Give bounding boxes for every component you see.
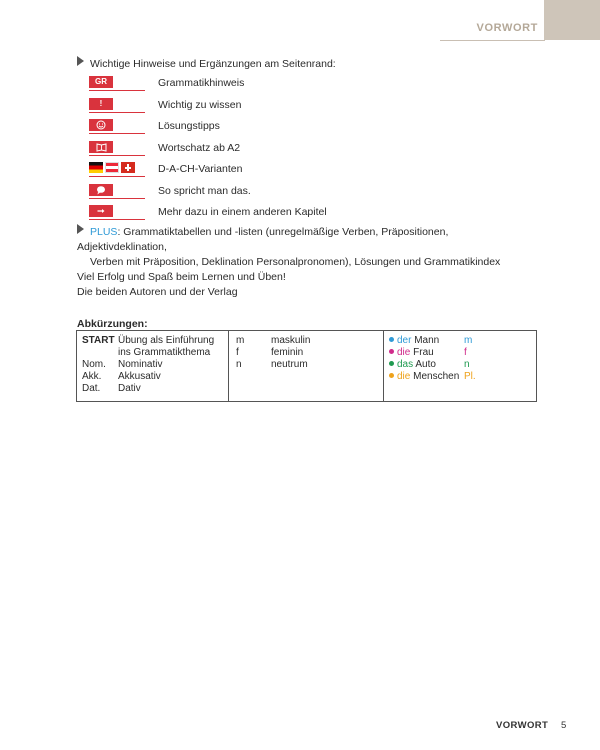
legend-label: Wortschatz ab A2	[158, 141, 241, 154]
legend-label: Wichtig zu wissen	[158, 98, 242, 111]
exclamation-badge-icon: !	[89, 98, 145, 113]
table-row: die Menschen Pl.	[383, 371, 536, 383]
table-row: Nom. Nominativ	[82, 359, 163, 370]
color-dot-icon	[389, 349, 394, 354]
table-row: der Mann m	[383, 335, 536, 347]
intro-line: Wichtige Hinweise und Ergänzungen am Seitenrand:	[77, 56, 336, 70]
color-dot-icon	[389, 361, 394, 366]
plus-keyword: PLUS	[90, 226, 118, 238]
legend-label: D-A-CH-Varianten	[158, 163, 243, 175]
legend-label: Grammatikhinweis	[158, 77, 245, 89]
legend-label: Lösungstipps	[158, 120, 220, 132]
arrow-badge-icon	[89, 205, 145, 220]
legend-item	[86, 203, 386, 225]
abbreviations-table	[76, 330, 537, 402]
legend-item	[86, 182, 386, 204]
legend-item	[86, 160, 386, 182]
table-row: n neutrum	[236, 359, 308, 370]
switzerland-flag-icon	[121, 162, 135, 173]
dach-flags-icon	[89, 162, 145, 177]
legend-item	[86, 96, 386, 118]
footer-section-label: VORWORT	[496, 720, 549, 731]
legend-item	[86, 74, 386, 96]
table-row: ins Grammatikthema	[118, 347, 211, 358]
genders-column	[228, 331, 384, 401]
header-section-label: VORWORT	[476, 22, 538, 34]
header-corner-block	[544, 0, 600, 40]
table-row: f feminin	[236, 347, 304, 358]
triangle-arrow-icon	[77, 56, 84, 66]
color-dot-icon	[389, 337, 394, 342]
color-dot-icon	[389, 373, 394, 378]
triangle-arrow-icon	[77, 224, 84, 234]
margin-legend	[86, 74, 386, 225]
table-row: das Auto n	[383, 359, 536, 371]
legend-item	[86, 117, 386, 139]
legend-label: So spricht man das.	[158, 184, 251, 197]
legend-item	[86, 139, 386, 161]
plus-note: PLUS: Grammatiktabellen und -listen (unregelmäßige Verben, Präpositionen, Adjektivdeklination, Verben mit Präposition, Deklination Personalpronomen), Lösungen und Grammatikindex	[77, 226, 501, 268]
grammar-badge-icon: GR	[89, 76, 145, 91]
closing-text: Viel Erfolg und Spaß beim Lernen und Üben! Die beiden Autoren und der Verlag	[77, 271, 286, 298]
book-badge-icon	[89, 141, 145, 156]
germany-flag-icon	[89, 162, 103, 173]
table-row: die Frau f	[383, 347, 536, 359]
table-row: START Übung als Einführung	[82, 335, 215, 346]
table-row: Dat. Dativ	[82, 383, 141, 394]
austria-flag-icon	[105, 162, 119, 173]
terms-column	[77, 331, 229, 401]
legend-label: Mehr dazu in einem anderen Kapitel	[158, 206, 327, 218]
table-row: m maskulin	[236, 335, 311, 346]
abbreviations-heading: Abkürzungen:	[77, 318, 148, 330]
page-number: 5	[561, 720, 567, 731]
articles-column	[383, 331, 536, 401]
table-row: Akk. Akkusativ	[82, 371, 161, 382]
smiley-badge-icon	[89, 119, 145, 134]
speech-bubble-badge-icon	[89, 184, 145, 199]
